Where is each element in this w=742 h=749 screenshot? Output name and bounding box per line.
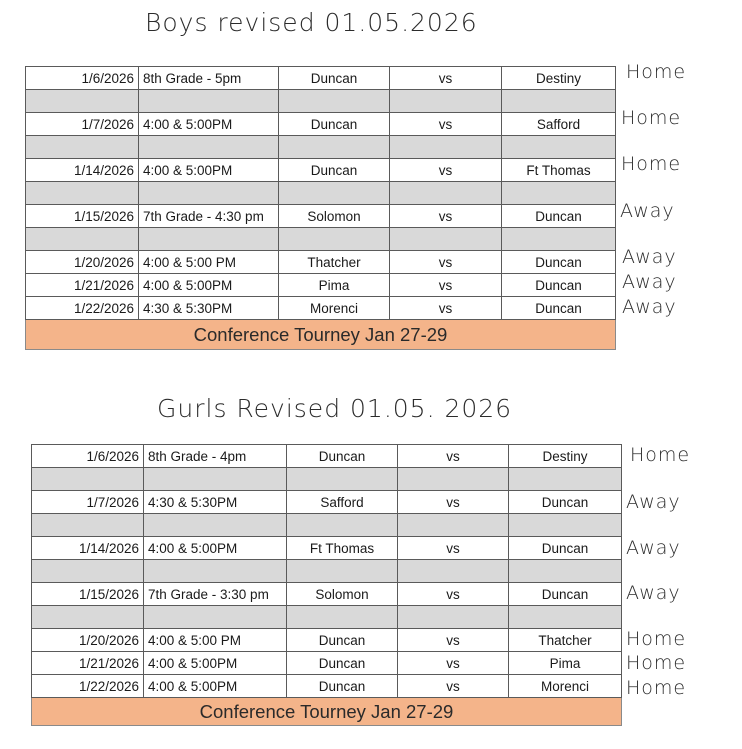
- location-note: Home: [626, 677, 687, 699]
- game-date: 1/14/2026: [32, 537, 144, 560]
- team-1: Duncan: [279, 113, 390, 136]
- vs-label: vs: [398, 652, 509, 675]
- vs-label: vs: [390, 113, 502, 136]
- location-note: Away: [626, 582, 681, 604]
- spacer-row: [32, 606, 622, 629]
- team-1: Duncan: [287, 445, 398, 468]
- game-date: 1/22/2026: [32, 675, 144, 698]
- team-2: Duncan: [502, 297, 616, 320]
- game-date: 1/6/2026: [32, 445, 144, 468]
- game-date: 1/21/2026: [32, 652, 144, 675]
- spacer-row: [26, 182, 616, 205]
- table-row: [26, 251, 616, 274]
- team-1: Duncan: [287, 652, 398, 675]
- girls-schedule-table: [31, 444, 622, 726]
- table-row: [32, 675, 622, 698]
- vs-label: vs: [398, 445, 509, 468]
- table-row: [26, 274, 616, 297]
- team-2: Duncan: [509, 491, 622, 514]
- boys-schedule-table: [25, 66, 616, 350]
- table-row: [32, 491, 622, 514]
- spacer-row: [26, 228, 616, 251]
- spacer-row: [26, 136, 616, 159]
- table-row: [26, 159, 616, 182]
- vs-label: vs: [390, 205, 502, 228]
- game-date: 1/15/2026: [26, 205, 139, 228]
- vs-label: vs: [390, 67, 502, 90]
- team-2: Safford: [502, 113, 616, 136]
- game-date: 1/6/2026: [26, 67, 139, 90]
- team-2: Morenci: [509, 675, 622, 698]
- table-row: [32, 652, 622, 675]
- tourney-label: Conference Tourney Jan 27-29: [26, 320, 616, 350]
- game-time: 4:30 & 5:30PM: [144, 491, 287, 514]
- location-note: Home: [626, 628, 687, 650]
- game-date: 1/20/2026: [26, 251, 139, 274]
- team-1: Thatcher: [279, 251, 390, 274]
- spacer-row: [32, 560, 622, 583]
- team-1: Duncan: [287, 675, 398, 698]
- game-time: 7th Grade - 3:30 pm: [144, 583, 287, 606]
- spacer-row: [26, 90, 616, 113]
- team-2: Duncan: [509, 537, 622, 560]
- location-note: Home: [630, 444, 691, 466]
- game-time: 4:30 & 5:30PM: [139, 297, 279, 320]
- table-row: [26, 205, 616, 228]
- vs-label: vs: [390, 251, 502, 274]
- vs-label: vs: [390, 274, 502, 297]
- game-time: 4:00 & 5:00PM: [139, 159, 279, 182]
- location-note: Home: [621, 107, 682, 129]
- team-1: Duncan: [279, 67, 390, 90]
- location-note: Away: [620, 200, 675, 222]
- vs-label: vs: [398, 629, 509, 652]
- vs-label: vs: [398, 675, 509, 698]
- game-time: 8th Grade - 4pm: [144, 445, 287, 468]
- tourney-label: Conference Tourney Jan 27-29: [32, 698, 622, 726]
- team-1: Duncan: [287, 629, 398, 652]
- girls-schedule-title: Gurls Revised 01.05. 2026: [157, 394, 513, 423]
- team-1: Solomon: [287, 583, 398, 606]
- location-note: Home: [626, 652, 687, 674]
- team-2: Pima: [509, 652, 622, 675]
- location-note: Away: [622, 271, 677, 293]
- boys-schedule-title: Boys revised 01.05.2026: [145, 8, 478, 37]
- tourney-row: [32, 698, 622, 726]
- game-time: 4:00 & 5:00PM: [144, 537, 287, 560]
- team-2: Destiny: [502, 67, 616, 90]
- team-2: Duncan: [502, 205, 616, 228]
- location-note: Home: [626, 61, 687, 83]
- team-2: Destiny: [509, 445, 622, 468]
- game-time: 4:00 & 5:00 PM: [144, 629, 287, 652]
- game-date: 1/22/2026: [26, 297, 139, 320]
- team-2: Duncan: [502, 274, 616, 297]
- game-time: 7th Grade - 4:30 pm: [139, 205, 279, 228]
- spacer-row: [32, 514, 622, 537]
- team-1: Pima: [279, 274, 390, 297]
- location-note: Away: [622, 296, 677, 318]
- team-2: Duncan: [502, 251, 616, 274]
- table-row: [26, 297, 616, 320]
- table-row: [32, 629, 622, 652]
- team-2: Ft Thomas: [502, 159, 616, 182]
- game-time: 4:00 & 5:00PM: [139, 113, 279, 136]
- game-time: 4:00 & 5:00PM: [144, 652, 287, 675]
- table-row: [26, 113, 616, 136]
- vs-label: vs: [390, 159, 502, 182]
- game-date: 1/21/2026: [26, 274, 139, 297]
- team-2: Duncan: [509, 583, 622, 606]
- vs-label: vs: [398, 491, 509, 514]
- team-1: Morenci: [279, 297, 390, 320]
- team-1: Safford: [287, 491, 398, 514]
- location-note: Away: [622, 246, 677, 268]
- game-time: 4:00 & 5:00PM: [144, 675, 287, 698]
- location-note: Home: [621, 153, 682, 175]
- spacer-row: [32, 468, 622, 491]
- game-time: 4:00 & 5:00PM: [139, 274, 279, 297]
- team-1: Ft Thomas: [287, 537, 398, 560]
- vs-label: vs: [390, 297, 502, 320]
- location-note: Away: [626, 491, 681, 513]
- tourney-row: [26, 320, 616, 350]
- game-date: 1/7/2026: [32, 491, 144, 514]
- game-date: 1/20/2026: [32, 629, 144, 652]
- game-time: 4:00 & 5:00 PM: [139, 251, 279, 274]
- table-row: [32, 537, 622, 560]
- team-1: Solomon: [279, 205, 390, 228]
- location-note: Away: [626, 537, 681, 559]
- game-date: 1/7/2026: [26, 113, 139, 136]
- team-2: Thatcher: [509, 629, 622, 652]
- table-row: [26, 67, 616, 90]
- game-date: 1/14/2026: [26, 159, 139, 182]
- vs-label: vs: [398, 537, 509, 560]
- table-row: [32, 583, 622, 606]
- team-1: Duncan: [279, 159, 390, 182]
- vs-label: vs: [398, 583, 509, 606]
- table-row: [32, 445, 622, 468]
- game-time: 8th Grade - 5pm: [139, 67, 279, 90]
- game-date: 1/15/2026: [32, 583, 144, 606]
